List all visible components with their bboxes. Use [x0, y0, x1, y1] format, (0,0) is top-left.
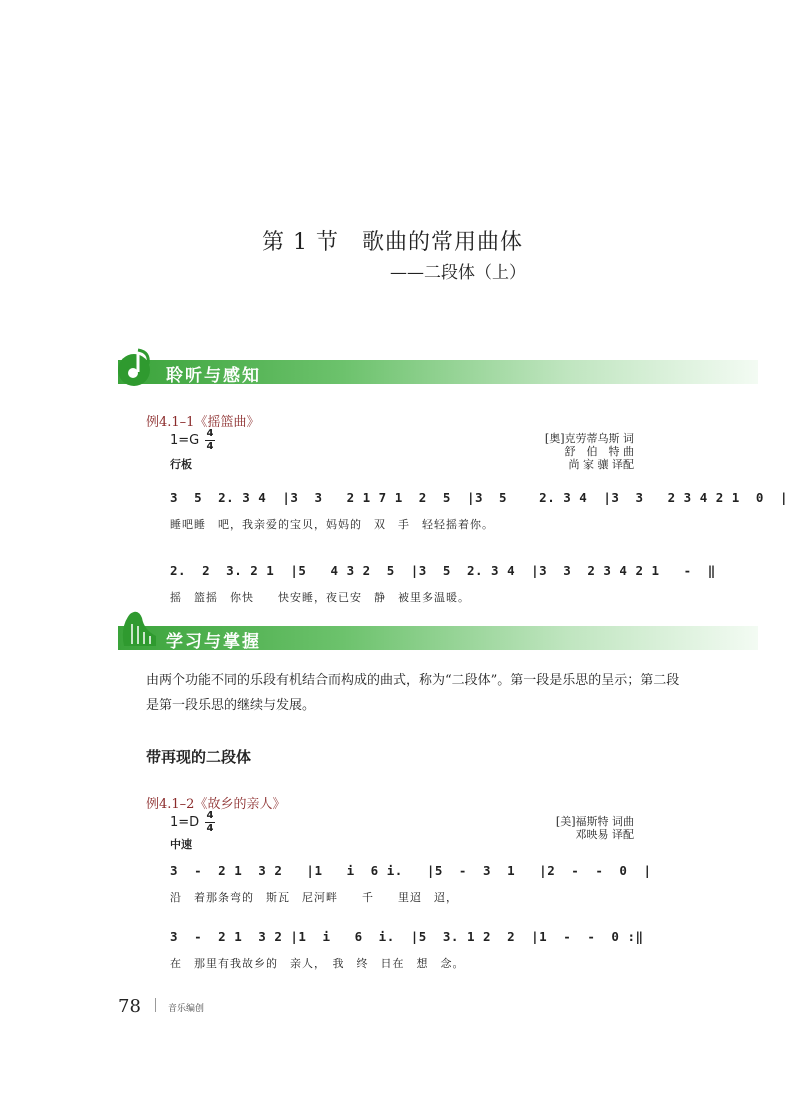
example1-time-bottom: 4 [206, 441, 214, 452]
example1-notes-line1: 3 5 2. 3 4 |3 3 2 1 7 1 2 5 |3 5 2. 3 4 |3 3 2 3 4 2 1 0 | [170, 490, 788, 505]
example1-lyrics-line1: 睡吧睡 吧，我亲爱的宝贝，妈妈的 双 手 轻轻摇着你。 [170, 518, 494, 531]
example1-tempo: 行板 [170, 458, 192, 471]
example2-lyrics-line2: 在 那里有我故乡的 亲人， 我 终 日在 想 念。 [170, 957, 465, 970]
banner-learn [118, 626, 758, 650]
example1-credits: [奥]克劳蒂乌斯 词 舒 伯 特 曲 尚 家 骧 译配 [544, 432, 634, 471]
example1-label: 例4.1–1《摇篮曲》 [146, 415, 260, 430]
example1-time-top: 4 [206, 428, 214, 439]
example2-key: 1=D [170, 815, 200, 830]
example2-notes-line2: 3 - 2 1 3 2 |1 i 6 i. |5 3. 1 2 2 |1 - - 0 :‖ [170, 929, 644, 944]
music-note-icon [116, 342, 160, 388]
section-title: 第 1 节 歌曲的常用曲体 [262, 230, 523, 255]
section-subtitle: ——二段体（上） [390, 263, 526, 283]
book-title: 音乐编创 [168, 1004, 205, 1014]
banner-listen [118, 360, 758, 384]
footer-divider [155, 998, 156, 1012]
example2-lyrics-line1: 沿 着那条弯的 斯瓦 尼河畔 千 里迢 迢， [170, 891, 458, 904]
example2-time-top: 4 [206, 810, 214, 821]
example1-key: 1=G [170, 433, 200, 448]
example1-notes-line2: 2. 2 3. 2 1 |5 4 3 2 5 |3 5 2. 3 4 |3 3 2 3 4 2 1 - ‖ [170, 563, 716, 578]
example1-lyrics-line2: 摇 篮摇 你快 快安睡，夜已安 静 被里多温暖。 [170, 591, 470, 604]
subheading: 带再现的二段体 [146, 748, 252, 766]
example2-notes-line1: 3 - 2 1 3 2 |1 i 6 i. |5 - 3 1 |2 - - 0 | [170, 863, 652, 878]
example2-label: 例4.1–2《故乡的亲人》 [146, 797, 286, 812]
page-number: 78 [118, 996, 141, 1017]
music-harp-icon [116, 606, 160, 652]
banner-listen-label: 聆听与感知 [166, 366, 261, 386]
example2-tempo: 中速 [170, 838, 192, 851]
banner-learn-label: 学习与掌握 [166, 632, 261, 652]
example2-time-bottom: 4 [206, 823, 214, 834]
example2-credits: [美]福斯特 词曲 邓映易 译配 [555, 815, 634, 841]
intro-paragraph: 由两个功能不同的乐段有机结合而构成的曲式，称为“二段体”。第一段是乐思的呈示；第二段是第一段乐思的继续与发展。 [146, 673, 680, 713]
